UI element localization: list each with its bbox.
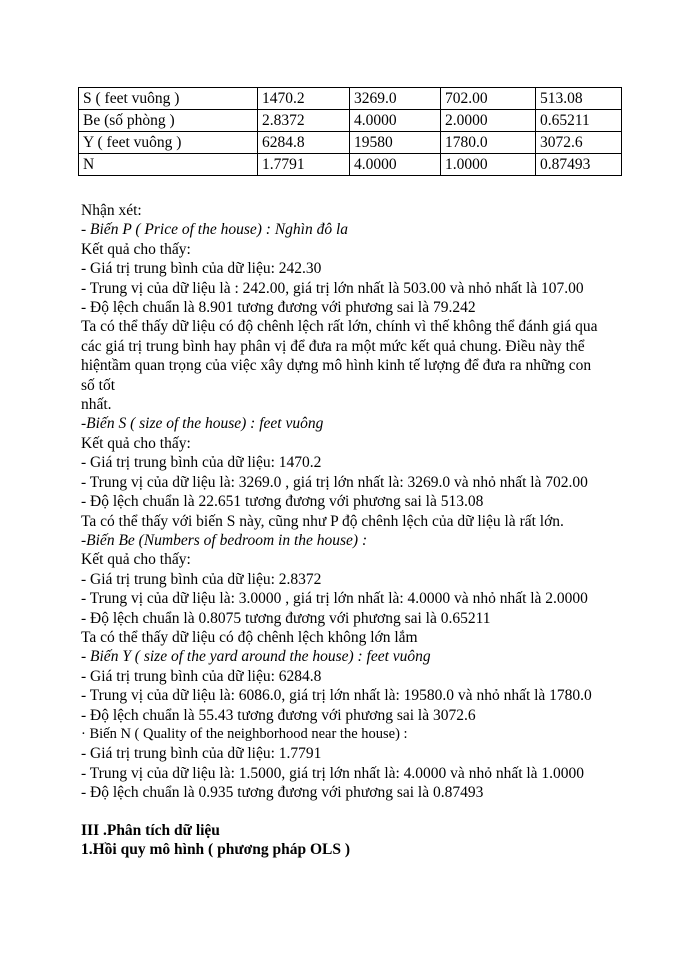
table-row [79,154,622,176]
text-line: Ta có thể thấy dữ liệu có độ chênh lệch rất lớn, chính vì thế không thể đánh giá qua [81,318,598,336]
text-line: - Độ lệch chuẩn là 0.8075 tương đương với phương sai là 0.65211 [81,609,491,627]
variable-n-heading: · Biến N ( Quality of the neighborhood near the house) : [81,725,408,742]
table-cell: 0.87493 [536,154,622,176]
section-heading: III .Phân tích dữ liệu [81,821,220,839]
table-cell: N [79,154,258,176]
text-line: nhất. [81,396,112,414]
text-line: - Trung vị của dữ liệu là: 6086.0, giá trị lớn nhất là: 19580.0 và nhỏ nhất là 1780.0 [81,687,592,705]
table-cell: Y ( feet vuông ) [79,132,258,154]
text-line: - Trung vị của dữ liệu là: 3.0000 , giá trị lớn nhất là: 4.0000 và nhỏ nhất là 2.0000 [81,590,588,608]
text-line: - Trung vị của dữ liệu là: 1.5000, giá trị lớn nhất là: 4.0000 và nhỏ nhất là 1.0000 [81,764,585,782]
table-cell: S ( feet vuông ) [79,88,258,110]
statistics-table [78,87,622,176]
text-line: Kết quả cho thấy: [81,240,191,258]
text-line: Ta có thể thấy dữ liệu có độ chênh lệch không lớn lắm [81,628,418,646]
table-cell: 4.0000 [350,154,441,176]
spacer [81,803,641,821]
text-line: - Độ lệch chuẩn là 8.901 tương đương với phương sai là 79.242 [81,299,476,317]
table-cell: Be (số phòng ) [79,110,258,132]
text-line: Kết quả cho thấy: [81,551,191,569]
table-cell: 3072.6 [536,132,622,154]
table-cell: 3269.0 [350,88,441,110]
subsection-heading: 1.Hồi quy mô hình ( phương pháp OLS ) [81,841,351,858]
table-cell: 702.00 [441,88,536,110]
text-line: - Giá trị trung bình của dữ liệu: 2.8372 [81,570,322,588]
remarks-heading: Nhận xét: [81,202,142,219]
text-line: - Giá trị trung bình của dữ liệu: 6284.8 [81,667,322,685]
table-cell: 0.65211 [536,110,622,132]
text-line: - Giá trị trung bình của dữ liệu: 242.30 [81,260,322,278]
text-line: - Giá trị trung bình của dữ liệu: 1.7791 [81,745,322,763]
table-cell: 1780.0 [441,132,536,154]
text-line: hiệntầm quan trọng của việc xây dựng mô hình kinh tế lượng để đưa ra những con [81,357,592,375]
table-cell: 1.0000 [441,154,536,176]
variable-p-heading: - Biến P ( Price of the house) : Nghìn đô la [81,221,349,239]
table-cell: 6284.8 [258,132,350,154]
text-line: - Trung vị của dữ liệu là: 3269.0 , giá trị lớn nhất là: 3269.0 và nhỏ nhất là 702.00 [81,473,588,491]
variable-s-heading: -Biến S ( size of the house) : feet vuông [81,415,324,433]
text-line: Ta có thể thấy với biến S này, cũng như P độ chênh lệch của dữ liệu là rất lớn. [81,512,564,530]
table-cell: 513.08 [536,88,622,110]
text-line: - Giá trị trung bình của dữ liệu: 1470.2 [81,454,322,472]
table-cell: 4.0000 [350,110,441,132]
table-row [79,88,622,110]
variable-be-heading: -Biến Be (Numbers of bedroom in the house) : [81,531,368,549]
text-line: các giá trị trung bình hay phân vị để đưa ra một mức kết quả chung. Điều này thể [81,337,585,355]
body-text [81,201,641,859]
table-row [79,110,622,132]
text-line: - Độ lệch chuẩn là 0.935 tương đương với phương sai là 0.87493 [81,784,484,802]
text-line: số tốt [81,376,116,394]
text-line: Kết quả cho thấy: [81,434,191,452]
text-line: - Trung vị của dữ liệu là : 242.00, giá trị lớn nhất là 503.00 và nhỏ nhất là 107.00 [81,279,584,297]
variable-y-heading: - Biến Y ( size of the yard around the house) : feet vuông [81,648,431,666]
table-cell: 19580 [350,132,441,154]
table-row [79,132,622,154]
text-line: - Độ lệch chuẩn là 22.651 tương đương với phương sai là 513.08 [81,493,484,511]
text-line: - Độ lệch chuẩn là 55.43 tương đương với phương sai là 3072.6 [81,706,476,724]
table-cell: 1470.2 [258,88,350,110]
table-cell: 2.8372 [258,110,350,132]
table-cell: 2.0000 [441,110,536,132]
table-cell: 1.7791 [258,154,350,176]
